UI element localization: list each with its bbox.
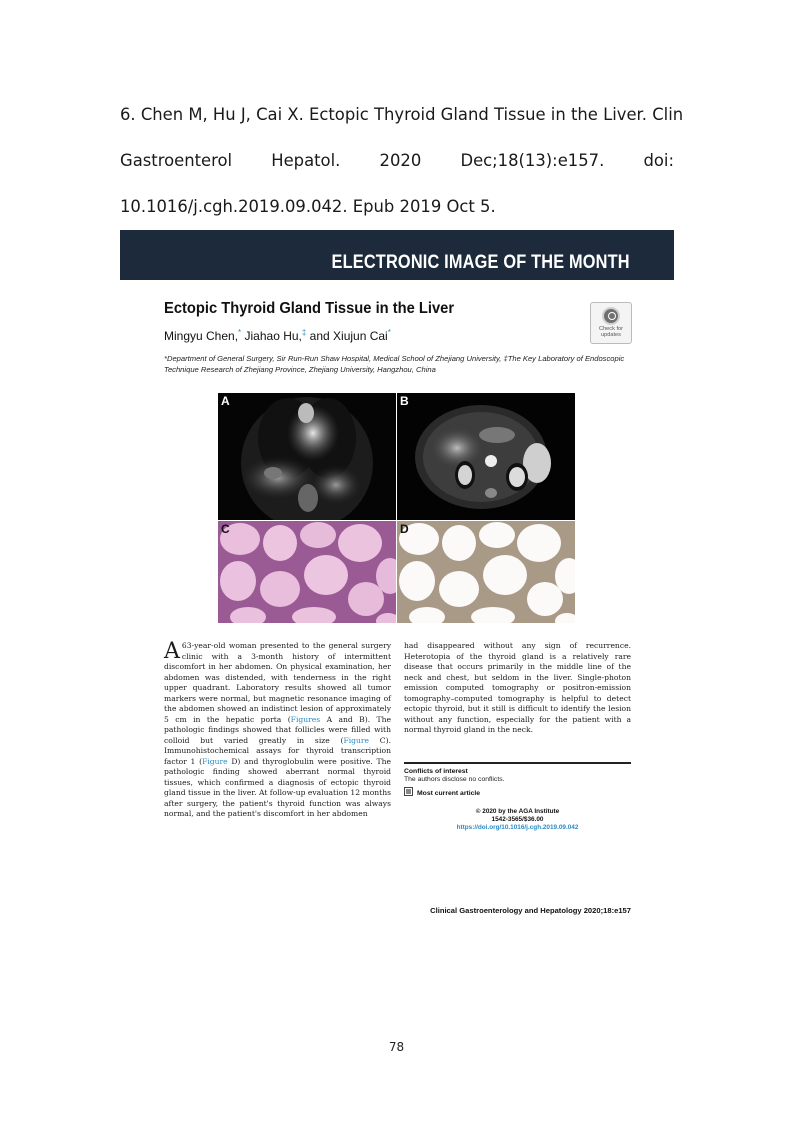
- figure-link[interactable]: Figures: [290, 714, 321, 724]
- journal-footer: Clinical Gastroenterology and Hepatology 2020;18:e157: [430, 906, 631, 915]
- mri-coronal-image: [218, 393, 396, 520]
- figure: [218, 393, 575, 623]
- badge-label-line1: Check for: [599, 326, 623, 332]
- body-column-left: [164, 641, 391, 820]
- update-icon: [602, 307, 620, 325]
- panel-label: B: [400, 394, 409, 408]
- body-text-run: C). Immunohistochemical assays for thyroid transcription factor 1 (: [164, 735, 391, 766]
- reference-citation: [120, 92, 684, 230]
- ihc-histology-image: [397, 521, 575, 623]
- affiliation-mark: ‡: [301, 328, 307, 337]
- author-name: and Xiujun Cai: [306, 329, 388, 343]
- figure-link[interactable]: Figure: [343, 735, 370, 745]
- most-current-article-link[interactable]: [404, 787, 480, 797]
- dropcap: A: [164, 639, 180, 664]
- page-number: 78: [388, 1040, 405, 1054]
- figure-panel-ihc-histology: [397, 521, 575, 623]
- figure-panel-mri-coronal: [218, 393, 396, 520]
- affiliation-mark: *: [238, 328, 242, 337]
- body-text-run: 63-year-old woman presented to the general surgery clinic with a 3-month history of intermittent discomfort in her abdomen. On physical examination, her abdomen was distended, with tenderness in the right upper quadrant. Laboratory results showed all tumor markers were normal, but magnetic resonance imaging of the abdomen showed an indistinct lesion of approximately 5 cm in the hepatic porta (: [164, 641, 391, 724]
- affiliation-mark: *: [387, 328, 391, 337]
- body-text-run: had disappeared without any sign of recurrence. Heterotopia of the thyroid gland is a relatively rare disease that occurs primarily in the middle line of the neck and chest, but seldom in the liver. Single-photon emission computed tomography or positron-emission tomography–computed tomography is helpful to detect ectopic thyroid, but it still is difficult to identify the lesion without any function, especially for the patient with a normal thyroid gland in the neck.: [404, 641, 631, 734]
- panel-label: C: [221, 522, 230, 536]
- copyright-line: © 2020 by the AGA Institute: [475, 808, 560, 815]
- body-text-run: D) and thyroglobulin were positive. The pathologic finding showed aberrant normal thyroid tissues, which confirmed a diagnosis of ectopic thyroid gland tissue in the liver. At follow-up evaluation 12 months after surgery, the patient's thyroid function was always normal, and the patient's discomfort in her abdomen: [164, 756, 391, 818]
- citation-line-3: 10.1016/j.cgh.2019.09.042. Epub 2019 Oct 5.: [120, 197, 496, 216]
- figure-panel-mri-axial: [397, 393, 575, 520]
- article-title: Ectopic Thyroid Gland Tissue in the Liver: [164, 300, 455, 317]
- panel-label: A: [221, 394, 230, 408]
- body-column-right: [404, 641, 631, 736]
- most-current-label: Most current article: [417, 790, 481, 797]
- conflicts-text: The authors disclose no conflicts.: [404, 776, 505, 783]
- check-for-updates-badge[interactable]: [590, 302, 632, 344]
- panel-label: D: [400, 522, 409, 536]
- section-banner: [120, 230, 674, 280]
- he-histology-image: [218, 521, 396, 623]
- mri-axial-image: [397, 393, 575, 520]
- banner-label: ELECTRONIC IMAGE OF THE MONTH: [331, 252, 630, 273]
- author-name: Jiahao Hu,: [241, 329, 302, 343]
- author-name: Mingyu Chen,: [164, 329, 239, 343]
- issn-line: 1542-3565/$36.00: [491, 816, 544, 823]
- body-text-run: A and B). The pathologic findings showed that follicles were filled with colloid but varied greatly in size (: [164, 714, 391, 745]
- conflicts-heading: Conflicts of interest: [404, 768, 468, 775]
- copyright-block: [404, 808, 631, 832]
- figure-link[interactable]: Figure: [202, 756, 228, 766]
- badge-label-line2: updates: [601, 332, 621, 338]
- figure-panel-he-histology: [218, 521, 396, 623]
- document-icon: [404, 787, 413, 796]
- citation-line-2: Gastroenterol Hepatol. 2020 Dec;18(13):e157. doi:: [120, 151, 674, 170]
- citation-line-1: 6. Chen M, Hu J, Cai X. Ectopic Thyroid Gland Tissue in the Liver. Clin: [120, 105, 684, 124]
- doi-link[interactable]: https://doi.org/10.1016/j.cgh.2019.09.042: [456, 824, 579, 831]
- author-list: [164, 328, 391, 343]
- divider: [404, 762, 631, 764]
- affiliation-text: *Department of General Surgery, Sir Run-Run Shaw Hospital, Medical School of Zhejiang University, ‡The Key Laboratory of Endoscopic Technique Research of Zhejiang Province, Zhejiang University, Hangzhou, China: [164, 354, 625, 374]
